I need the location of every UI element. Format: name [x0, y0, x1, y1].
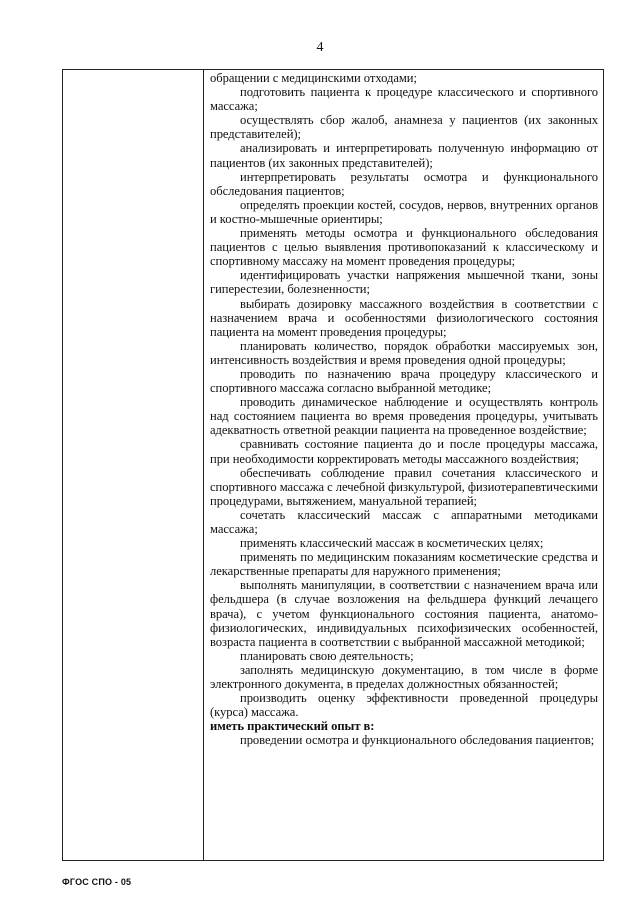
list-item: выполнять манипуляции, в соответствии с назначением врача или фельдшера (в случае возложения на фельдшера функций лечащего врача), с учетом функционального состояния пациента, анатомо-физиологических, индивидуальных психофизических особенностей, возраста пациента в соответствии с выбранной массажной методикой; — [210, 578, 598, 649]
list-item: анализировать и интерпретировать полученную информацию от пациентов (их законных представителей); — [210, 141, 598, 170]
list-item: идентифицировать участки напряжения мышечной ткани, зоны гиперестезии, болезненности; — [210, 268, 598, 297]
list-item: проводить динамическое наблюдение и осуществлять контроль над состоянием пациента во время проведения процедуры, учитывать адекватность ответной реакции пациента на проведенное воздействие; — [210, 395, 598, 438]
list-item: подготовить пациента к процедуре классического и спортивного массажа; — [210, 85, 598, 114]
document-table — [62, 69, 604, 861]
list-item: проводить по назначению врача процедуру классического и спортивного массажа согласно выбранной методике; — [210, 366, 598, 396]
section-heading: иметь практический опыт в: — [210, 719, 375, 734]
list-item: заполнять медицинскую документацию, в том числе в форме электронного документа, в пределах должностных обязанностей; — [210, 662, 598, 692]
list-item: проведении осмотра и функционального обследования пациентов; — [240, 733, 595, 748]
list-item: интерпретировать результаты осмотра и функционального обследования пациентов; — [210, 169, 598, 198]
list-item: планировать количество, порядок обработки массируемых зон, интенсивность воздействия и время проведения одной процедуры; — [210, 338, 598, 367]
list-item: производить оценку эффективности проведенной процедуры (курса) массажа. — [210, 691, 598, 720]
list-item: применять по медицинским показаниям косметические средства и лекарственные препараты для наружного применения; — [210, 550, 598, 579]
page-number: 4 — [316, 40, 324, 55]
table-right-column — [204, 70, 603, 748]
list-item: применять классический массаж в косметических целях; — [240, 536, 544, 551]
list-item: сочетать классический массаж с аппаратными методиками массажа; — [210, 507, 598, 536]
document-footer: ФГОС СПО - 05 — [62, 877, 132, 887]
list-item: определять проекции костей, сосудов, нервов, внутренних органов и костно-мышечные ориентиры; — [210, 197, 598, 226]
list-item: сравнивать состояние пациента до и после процедуры массажа, при необходимости корректировать методы массажного воздействия; — [210, 437, 598, 466]
list-item: обеспечивать соблюдение правил сочетания классического и спортивного массажа с лечебной физкультурой, физиотерапевтическими процедурами, вытяжением, мануальной терапией; — [210, 465, 598, 508]
list-item: выбирать дозировку массажного воздействия в соответствии с назначением врача и особенностями физиологического состояния пациента на момент проведения процедуры; — [210, 296, 598, 339]
list-item: применять методы осмотра и функционального обследования пациентов с целью выявления противопоказаний к классическому и спортивному массажу на момент проведения процедуры; — [210, 226, 598, 269]
table-left-column — [63, 70, 204, 860]
list-item: обращении с медицинскими отходами; — [210, 71, 417, 85]
list-item: осуществлять сбор жалоб, анамнеза у пациентов (их законных представителей); — [210, 113, 598, 142]
list-item: планировать свою деятельность; — [240, 648, 414, 663]
